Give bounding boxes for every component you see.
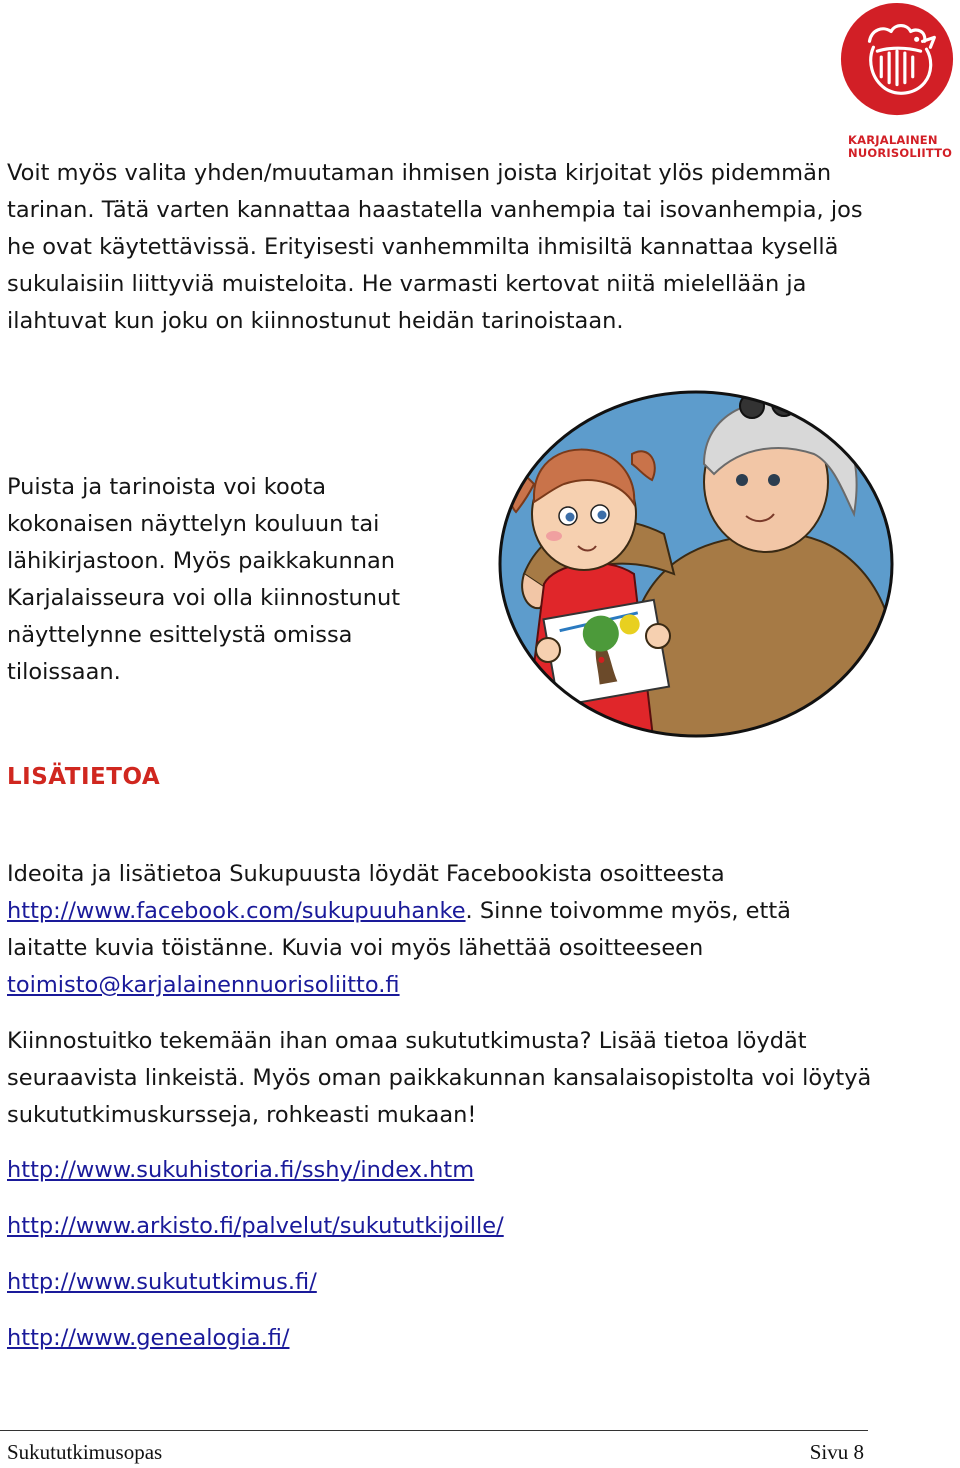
- info-text-2: . Sinne toivomme myös, että laitatte kuvia töistänne. Kuvia voi myös lähettää osoitteeseen: [7, 898, 791, 961]
- link-item: [7, 1208, 504, 1264]
- link-sukuhistoria[interactable]: http://www.sukuhistoria.fi/sshy/index.htm: [7, 1157, 475, 1183]
- info-paragraph: [7, 856, 877, 1004]
- email-link[interactable]: toimisto@karjalainennuorisoliitto.fi: [7, 972, 400, 998]
- logo: [838, 2, 960, 162]
- logo-line-2: NUORISOLIITTO: [848, 146, 953, 160]
- link-item: [7, 1152, 504, 1208]
- research-paragraph: Kiinnostuitko tekemään ihan omaa sukututkimusta? Lisää tietoa löydät seuraavista linkeistä. Myös oman paikkakunnan kansalaisopistolta voi löytyä sukututkimuskursseja, rohkeasti mukaan!: [7, 1028, 872, 1128]
- rooster-icon: [838, 2, 956, 120]
- facebook-link[interactable]: http://www.facebook.com/sukupuuhanke: [7, 898, 466, 924]
- info-text-1: Ideoita ja lisätietoa Sukupuusta löydät Facebookista osoitteesta: [7, 861, 725, 887]
- footer-page-number: Sivu 8: [809, 1440, 864, 1464]
- intro-paragraph-1: Voit myös valita yhden/muutaman ihmisen joista kirjoitat ylös pidemmän tarinan. Tätä varten kannattaa haastatella vanhempia tai isovanhempia, jos he ovat käytettävissä. Erityisesti vanhemmilta ihmisiltä kannattaa kysellä sukulaisiin liittyviä muisteloita. He varmasti kertovat niitä mielellään ja ilahtuvat kun joku on kiinnostunut heidän tarinoistaan.: [7, 160, 863, 334]
- grandmother-girl-illustration: [484, 384, 904, 746]
- footer-title: Sukututkimusopas: [7, 1440, 163, 1464]
- link-genealogia[interactable]: http://www.genealogia.fi/: [7, 1325, 290, 1351]
- logo-line-1: KARJALAINEN: [848, 133, 938, 147]
- link-item: [7, 1320, 504, 1376]
- link-item: [7, 1264, 504, 1320]
- link-list: [7, 1152, 504, 1376]
- intro-paragraph-2: Puista ja tarinoista voi koota kokonaisen näyttelyn kouluun tai lähikirjastoon. Myös paikkakunnan Karjalaisseura voi olla kiinnostunut näyttelynne esittelystä omissa tiloissaan.: [7, 474, 401, 685]
- link-sukututkimus[interactable]: http://www.sukututkimus.fi/: [7, 1269, 317, 1295]
- section-heading: LISÄTIETOA: [7, 764, 161, 790]
- footer-divider: [0, 1430, 868, 1431]
- link-arkisto[interactable]: http://www.arkisto.fi/palvelut/sukututkijoille/: [7, 1213, 504, 1239]
